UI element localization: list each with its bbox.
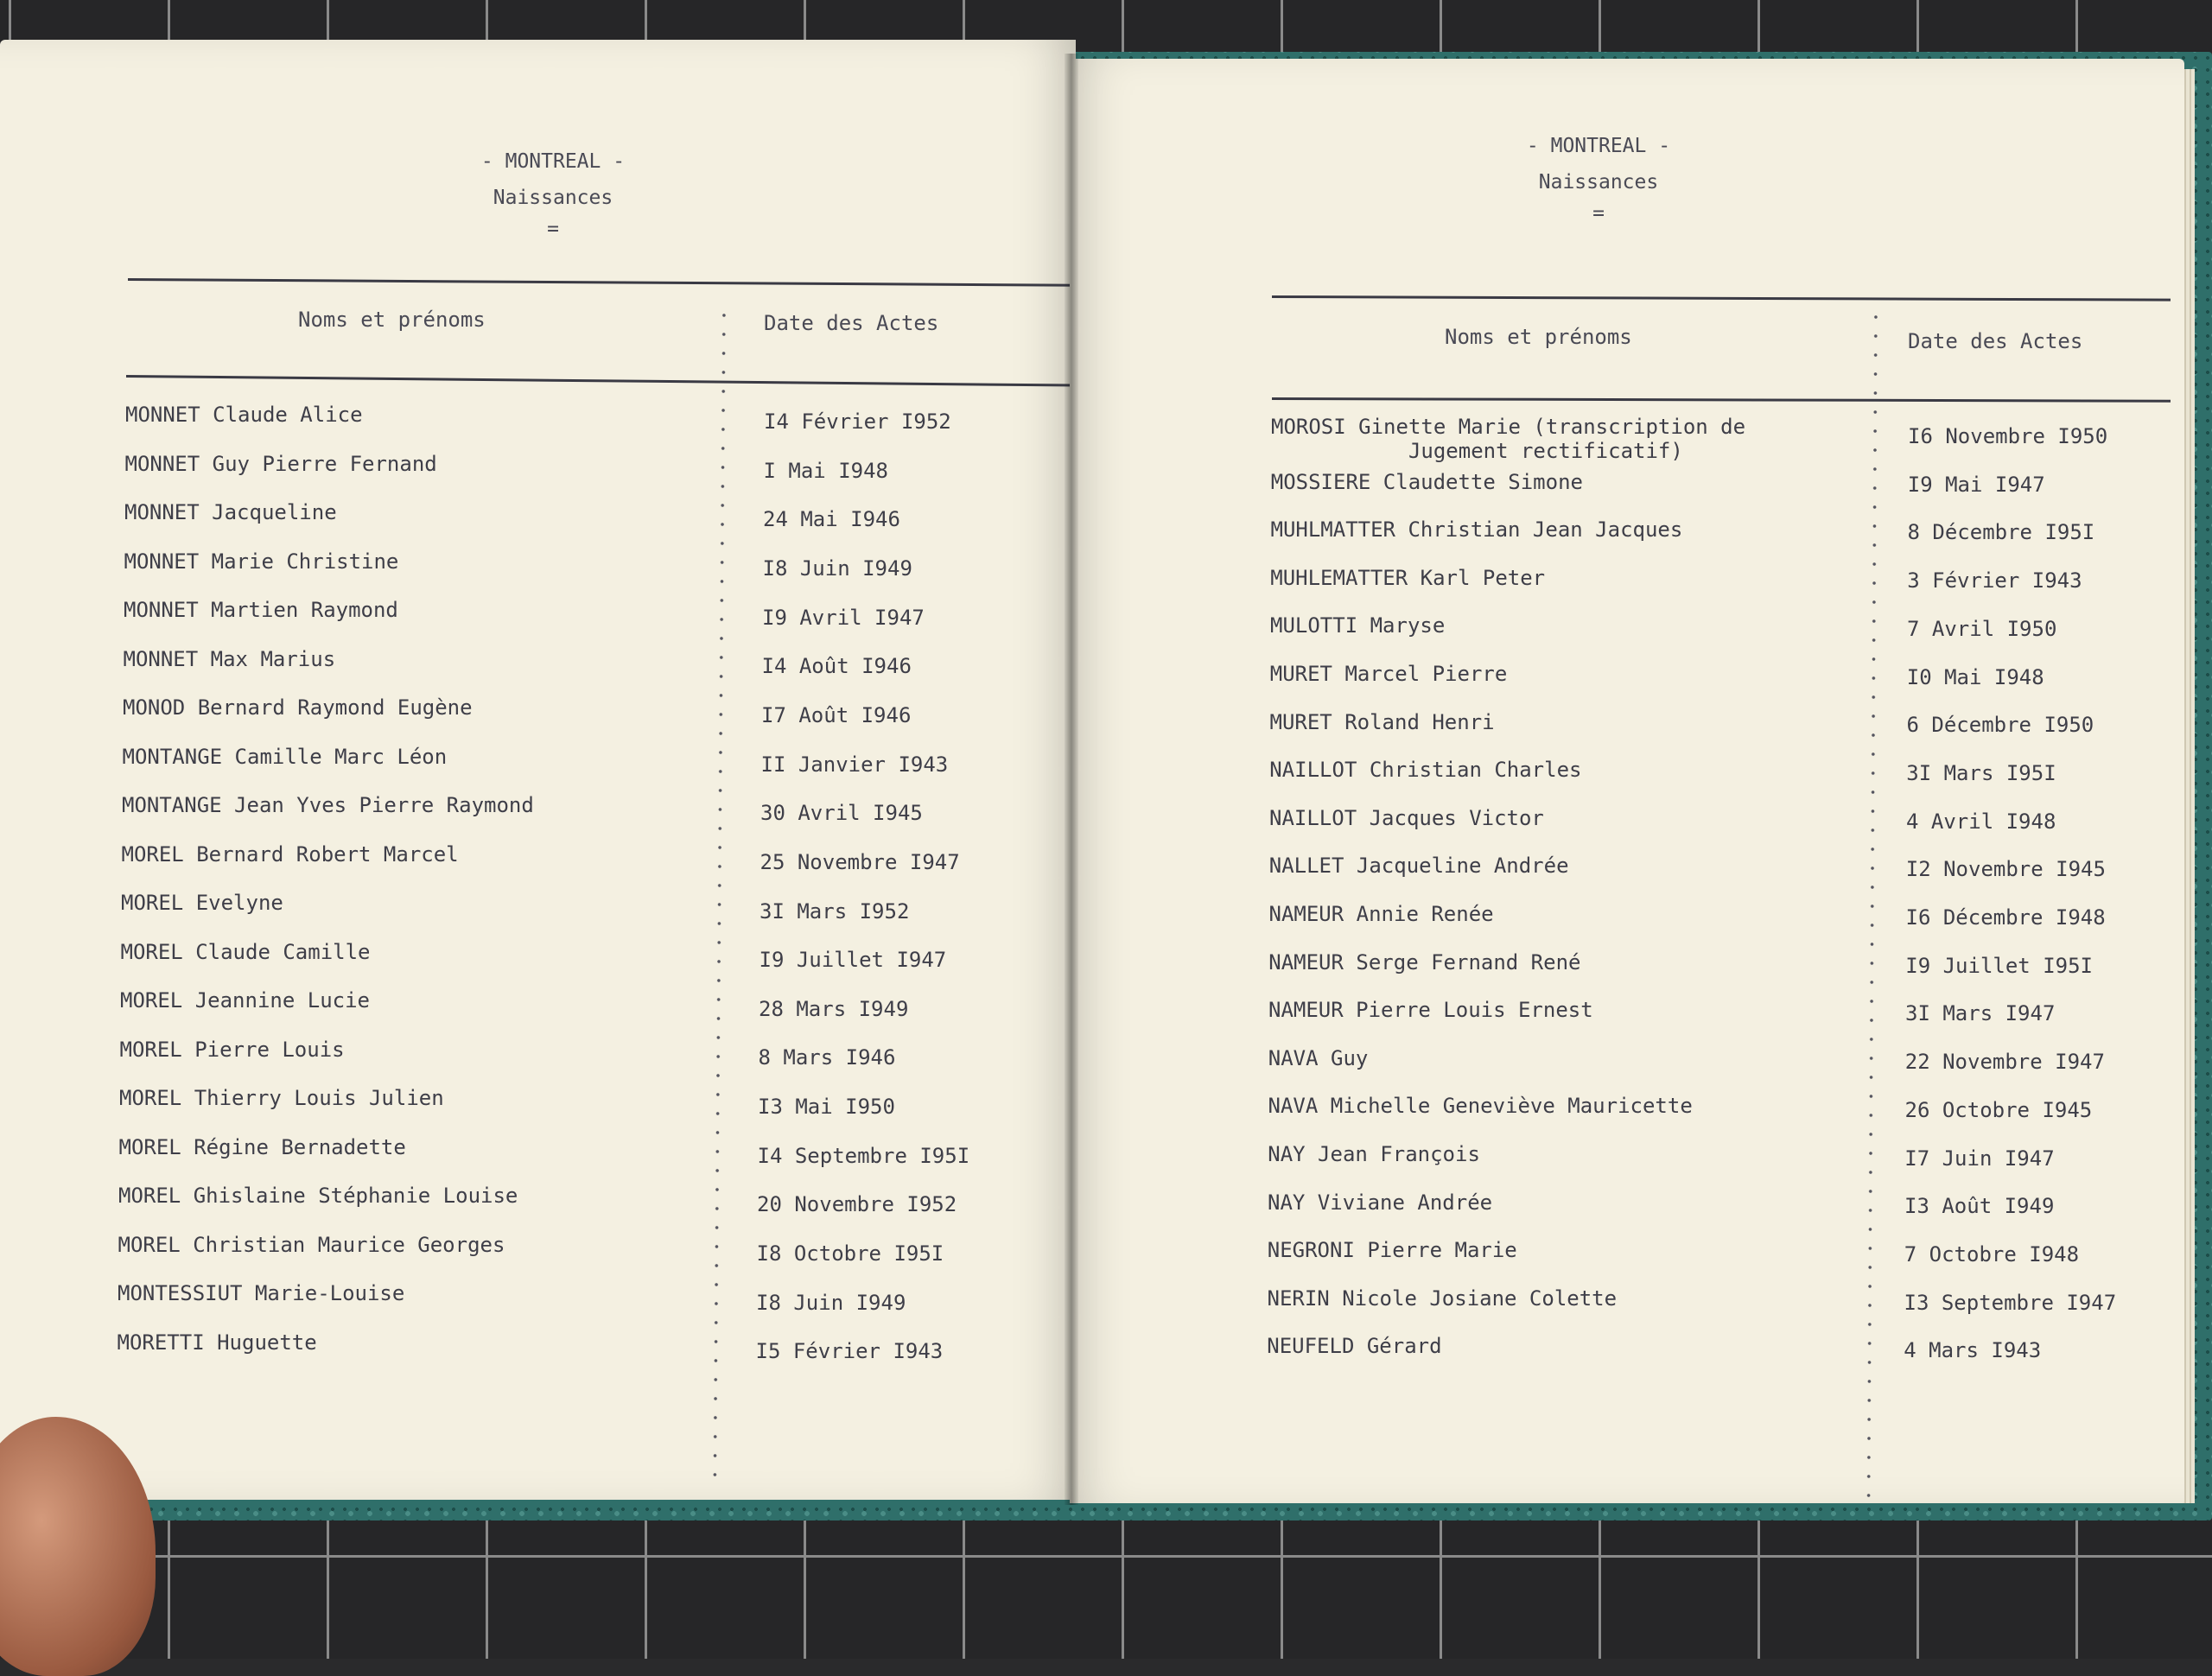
entry-date: 4 Mars I943 [1904,1338,2042,1363]
right-page-city: - MONTREAL - [1526,135,1671,157]
left-page-mark: = [547,218,559,240]
entry-date: 3 Février I943 [1907,568,2082,594]
left-page-subtitle: Naissances [493,187,613,209]
entry-date: 26 Octobre I945 [1904,1097,2093,1122]
entry-date: 8 Mars I946 [758,1045,896,1070]
entry-name: MOREL Pierre Louis [119,1037,345,1062]
entry-date: 3I Mars I95I [1906,760,2056,785]
entry-date: 7 Octobre I948 [1904,1241,2080,1267]
entry-name: MONNET Martien Raymond [124,598,398,622]
entry-date: I3 Mai I950 [758,1095,895,1120]
right-col-dates-header: Date des Actes [1908,329,2083,353]
entry-name: MOREL Régine Bernadette [118,1134,406,1159]
entry-name: NERIN Nicole Josiane Colette [1267,1286,1618,1311]
entry-name: MOREL Thierry Louis Julien [119,1086,444,1110]
entry-date: I0 Mai I948 [1906,664,2044,689]
entry-date: II Janvier I943 [760,752,949,777]
entry-date: 25 Novembre I947 [760,849,960,874]
entry-name: MOREL Ghislaine Stéphanie Louise [118,1184,518,1208]
entry-name: MONOD Bernard Raymond Eugène [123,695,473,720]
entry-name: NAILLOT Christian Charles [1269,758,1582,783]
entry-name: NAMEUR Annie Renée [1268,902,1494,926]
entry-date: 3I Mars I952 [760,898,910,924]
entry-date: I9 Juillet I95I [1905,953,2093,978]
entry-date: I8 Juin I949 [756,1290,906,1315]
entry-name: NEGRONI Pierre Marie [1267,1238,1517,1263]
left-column-divider [713,306,726,1489]
entry-date: 20 Novembre I952 [757,1192,957,1217]
entry-date: I4 Février I952 [764,409,951,434]
entry-name: NEUFELD Gérard [1267,1334,1442,1359]
entry-date: I5 Février I943 [755,1339,944,1364]
left-header-rule [126,375,1077,387]
entry-name: MOREL Evelyne [121,891,283,915]
entry-name: MONNET Max Marius [123,646,336,671]
entry-date: 30 Avril I945 [760,801,923,826]
entry-name: MONNET Jacqueline [124,500,337,524]
right-top-rule [1272,295,2171,302]
entry-name: MURET Marcel Pierre [1269,662,1508,686]
entry-date: I8 Juin I949 [762,555,912,581]
entry-date: I3 Août I949 [1904,1194,2055,1219]
entry-date: I9 Juillet I947 [759,948,947,973]
entry-date: 3I Mars I947 [1905,1001,2056,1026]
entry-name: MONTANGE Camille Marc Léon [122,744,448,769]
entry-name: NALLET Jacqueline Andrée [1268,854,1569,879]
entry-name: MONTESSIUT Marie-Louise [118,1281,405,1305]
entry-name: MOSSIERE Claudette Simone [1270,469,1583,494]
entry-date: 7 Avril I950 [1907,616,2057,641]
left-col-dates-header: Date des Actes [764,311,939,335]
right-page-subtitle: Naissances [1538,171,1659,194]
entry-date: I6 Novembre I950 [1908,424,2108,448]
entry-name: NAVA Guy [1268,1045,1369,1070]
entry-name: NAMEUR Serge Fernand René [1268,949,1581,974]
left-page-city: - MONTREAL - [480,150,626,173]
entry-name: MOREL Christian Maurice Georges [118,1232,505,1257]
entry-date: 28 Mars I949 [759,996,909,1021]
entry-date: I8 Octobre I95I [756,1241,944,1267]
left-top-rule [128,278,1078,287]
entry-name: MONNET Claude Alice [125,403,363,427]
left-page-header [380,143,726,242]
entry-date: I9 Avril I947 [762,605,925,630]
entry-date: I7 Juin I947 [1904,1146,2055,1171]
left-col-names-header: Noms et prénoms [298,308,486,332]
entry-name: NAVA Michelle Geneviève Mauricette [1268,1094,1693,1119]
entry-date: I2 Novembre I945 [1905,857,2106,882]
entry-date: 6 Décembre I950 [1906,713,2094,738]
right-page-mark: = [1592,202,1605,225]
entry-date: 22 Novembre I947 [1904,1050,2105,1075]
left-page [0,40,1076,1500]
entry-name: MURET Roland Henri [1269,709,1495,734]
entry-name: NAMEUR Pierre Louis Ernest [1268,998,1593,1023]
entry-date: 8 Décembre I95I [1907,520,2095,545]
entry-name: NAY Jean François [1268,1142,1480,1166]
right-page [1070,59,2184,1503]
entry-date: I6 Décembre I948 [1905,905,2106,930]
entry-name: MOREL Bernard Robert Marcel [121,841,459,867]
entry-name: MONNET Guy Pierre Fernand [124,451,437,476]
entry-name: MONNET Marie Christine [124,549,399,574]
entry-date: 4 Avril I948 [1906,809,2056,834]
entry-date: 24 Mai I946 [763,507,900,532]
entry-name: MUHLMATTER Christian Jean Jacques [1270,517,1683,543]
entry-date: I3 Septembre I947 [1904,1290,2117,1315]
entry-name: MOROSI Ginette Marie (transcription de Jugement rectificatif) [1271,415,1746,463]
entry-name: NAY Viviane Andrée [1268,1190,1493,1215]
right-column-divider [1867,308,1878,1508]
entry-name: MOREL Jeannine Lucie [120,988,370,1013]
right-col-names-header: Noms et prénoms [1445,325,1632,349]
entry-name: MORETTI Huguette [117,1330,317,1355]
entry-date: I4 Août I946 [761,654,912,679]
entry-date: I Mai I948 [763,458,888,483]
book-gutter [1065,54,1078,1505]
right-header-rule [1272,397,2171,403]
entry-name: MONTANGE Jean Yves Pierre Raymond [122,793,534,817]
entry-date: I9 Mai I947 [1907,472,2045,497]
entry-date: I4 Septembre I95I [757,1143,970,1168]
entry-date: I7 Août I946 [761,702,912,727]
entry-name: MULOTTI Maryse [1270,613,1446,638]
right-page-header [1426,128,1771,226]
entry-name: NAILLOT Jacques Victor [1269,805,1544,830]
entry-name: MOREL Claude Camille [120,939,371,964]
entry-name: MUHLEMATTER Karl Peter [1270,565,1546,590]
